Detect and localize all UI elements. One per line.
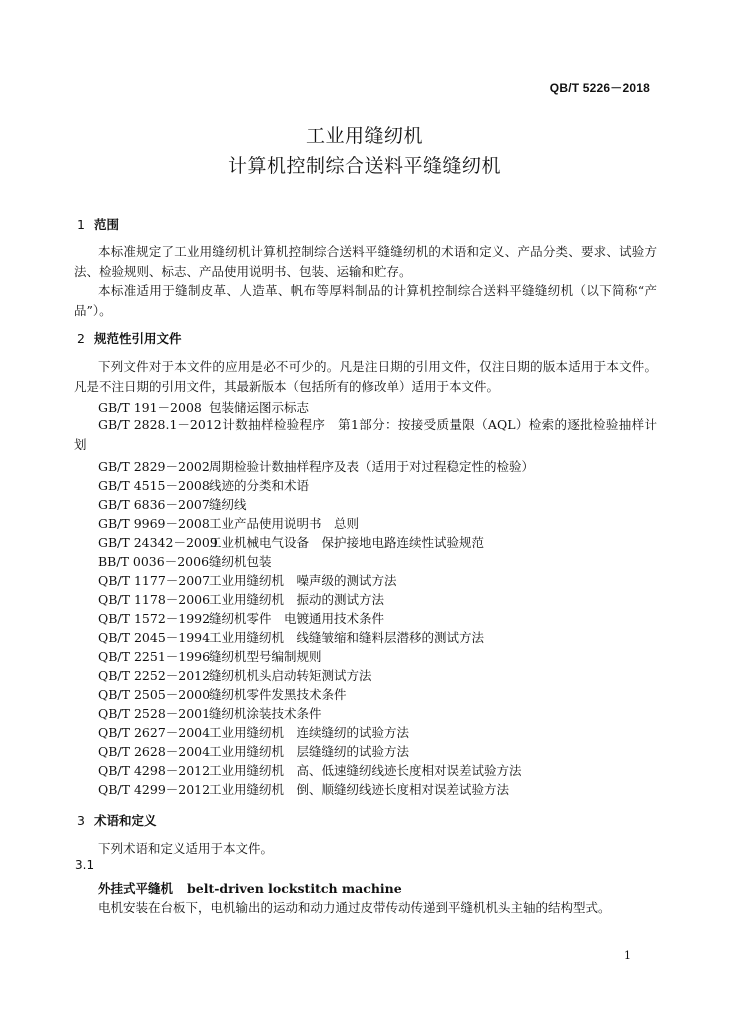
reference-title: 工业用缝纫机 噪声级的测试方法 xyxy=(209,573,397,588)
reference-title: 工业用缝纫机 高、低速缝纫线迹长度相对误差试验方法 xyxy=(209,763,522,778)
term-entry xyxy=(98,879,402,897)
reference-code: QB/T 2251－1996 xyxy=(98,649,211,664)
reference-title: 计数抽样检验程序 第1部分：按接受质量限（AQL）检索的逐批检验抽样计划 xyxy=(74,417,657,452)
reference-code: GB/T 24342－2009 xyxy=(98,535,218,550)
reference-code: QB/T 2505－2000 xyxy=(98,687,211,702)
reference-title: 工业用缝纫机 层缝缝纫的试验方法 xyxy=(209,744,410,759)
reference-title: 缝纫机型号编制规则 xyxy=(209,649,322,664)
standard-code: QB/T 5226－2018 xyxy=(549,81,650,95)
reference-code: QB/T 2252－2012 xyxy=(98,668,211,683)
reference-item xyxy=(98,685,347,703)
reference-item xyxy=(98,514,359,532)
reference-title: 工业用缝纫机 连续缝纫的试验方法 xyxy=(209,725,410,740)
title-line-2: 计算机控制综合送料平缝缝纫机 xyxy=(227,155,501,177)
term-chinese: 外挂式平缝机 xyxy=(98,881,174,896)
reference-code: BB/T 0036－2006 xyxy=(98,554,210,569)
reference-code: QB/T 1177－2007 xyxy=(98,573,211,588)
reference-code: GB/T 191－2008 xyxy=(98,400,202,415)
reference-code: GB/T 2828.1－2012 xyxy=(98,417,222,432)
reference-code: QB/T 1572－1992 xyxy=(98,611,211,626)
reference-item xyxy=(98,495,247,513)
reference-code: QB/T 2045－1994 xyxy=(98,630,211,645)
reference-title: 工业用缝纫机 线缝皱缩和缝料层潜移的测试方法 xyxy=(209,630,485,645)
reference-code: QB/T 1178－2006 xyxy=(98,592,211,607)
reference-item xyxy=(98,647,322,665)
reference-item xyxy=(98,609,384,627)
reference-title: 缝纫机零件 电镀通用技术条件 xyxy=(209,611,385,626)
reference-item xyxy=(98,628,484,646)
section-2-intro: 下列文件对于本文件的应用是必不可少的。凡是注日期的引用文件，仅注日期的版本适用于本文件。凡是不注日期的引用文件，其最新版本（包括所有的修改单）适用于本文件。 xyxy=(74,359,657,394)
reference-item xyxy=(98,457,534,475)
reference-code: GB/T 2829－2002 xyxy=(98,459,210,474)
reference-title: 线迹的分类和术语 xyxy=(209,478,310,493)
reference-item xyxy=(98,398,309,416)
reference-code: QB/T 2628－2004 xyxy=(98,744,211,759)
reference-item xyxy=(98,761,522,779)
reference-title: 周期检验计数抽样程序及表（适用于对过程稳定性的检验） xyxy=(209,459,535,474)
reference-title: 工业机械电气设备 保护接地电路连续性试验规范 xyxy=(209,535,485,550)
reference-title: 缝纫机机头启动转矩测试方法 xyxy=(209,668,372,683)
reference-item xyxy=(98,476,309,494)
page-number: 1 xyxy=(624,949,631,962)
reference-item xyxy=(98,723,409,741)
section-1-para-1: 本标准规定了工业用缝纫机计算机控制综合送料平缝缝纫机的术语和定义、产品分类、要求、试验方法、检验规则、标志、产品使用说明书、包装、运输和贮存。 xyxy=(74,244,657,279)
reference-title: 缝纫机包装 xyxy=(209,554,272,569)
section-3-heading xyxy=(77,811,157,829)
section-3-title: 术语和定义 xyxy=(94,813,157,828)
reference-item xyxy=(74,415,657,454)
term-english: belt-driven lockstitch machine xyxy=(187,881,402,896)
reference-code: GB/T 6836－2007 xyxy=(98,497,210,512)
section-1-title: 范围 xyxy=(94,217,120,232)
reference-title: 工业用缝纫机 倒、顺缝纫线迹长度相对误差试验方法 xyxy=(209,782,510,797)
clause-number: 3.1 xyxy=(75,858,95,872)
term-definition: 电机安装在台板下，电机输出的运动和动力通过皮带传动传递到平缝机机头主轴的结构型式。 xyxy=(98,900,611,915)
reference-item xyxy=(98,704,322,722)
reference-item xyxy=(98,552,272,570)
reference-item xyxy=(98,571,397,589)
reference-code: GB/T 9969－2008 xyxy=(98,516,210,531)
reference-title: 包装储运图示标志 xyxy=(209,400,310,415)
reference-title: 工业用缝纫机 振动的测试方法 xyxy=(209,592,385,607)
reference-code: QB/T 4299－2012 xyxy=(98,782,211,797)
title-line-1: 工业用缝纫机 xyxy=(305,125,423,147)
section-2-title: 规范性引用文件 xyxy=(94,331,182,346)
section-1-para-2: 本标准适用于缝制皮革、人造革、帆布等厚料制品的计算机控制综合送料平缝缝纫机（以下简称“产品”）。 xyxy=(74,283,657,318)
reference-title: 缝纫机涂装技术条件 xyxy=(209,706,322,721)
reference-item xyxy=(98,666,372,684)
reference-item xyxy=(98,590,384,608)
reference-title: 缝纫机零件发黑技术条件 xyxy=(209,687,347,702)
reference-item xyxy=(98,533,484,551)
section-2-heading xyxy=(77,329,182,347)
section-3-number: 3 xyxy=(77,813,85,828)
reference-code: QB/T 2627－2004 xyxy=(98,725,211,740)
reference-item xyxy=(98,780,509,798)
reference-code: GB/T 4515－2008 xyxy=(98,478,210,493)
section-1-heading xyxy=(77,215,119,233)
reference-title: 缝纫线 xyxy=(209,497,247,512)
section-3-intro: 下列术语和定义适用于本文件。 xyxy=(98,841,274,856)
reference-code: QB/T 4298－2012 xyxy=(98,763,211,778)
reference-item xyxy=(98,742,409,760)
section-2-number: 2 xyxy=(77,331,85,346)
reference-title: 工业产品使用说明书 总则 xyxy=(209,516,360,531)
reference-code: QB/T 2528－2001 xyxy=(98,706,211,721)
section-1-number: 1 xyxy=(77,217,85,232)
